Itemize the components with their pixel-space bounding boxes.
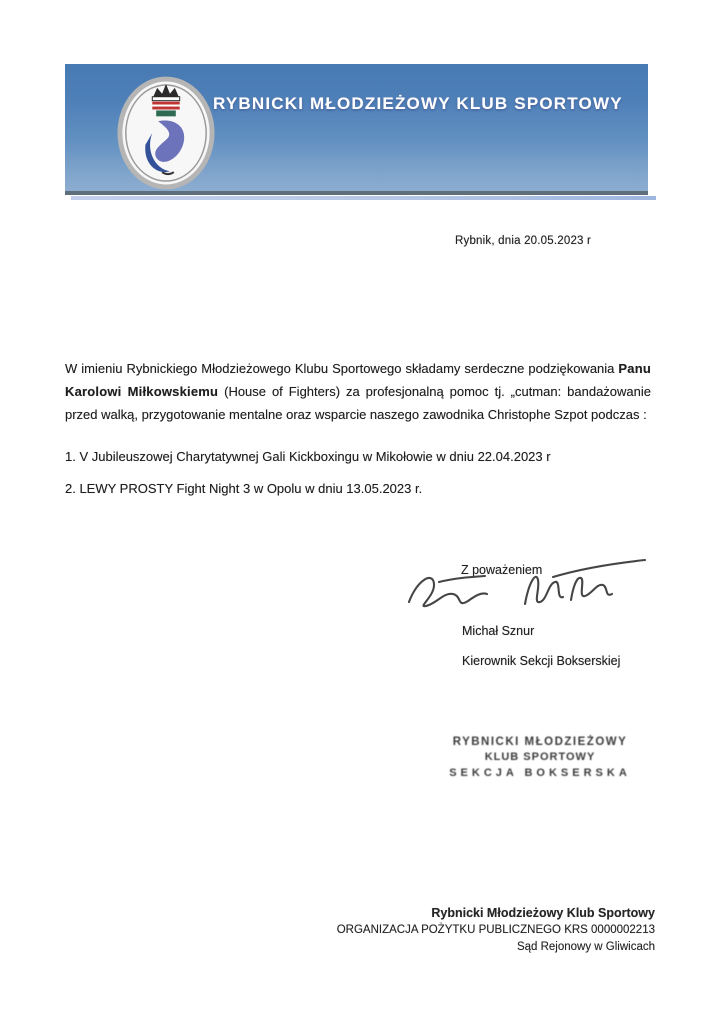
letter-body-paragraph bbox=[65, 357, 651, 426]
event-list-item-1: 1. V Jubileuszowej Charytatywnej Gali Kickboxingu w Mikołowie w dniu 22.04.2023 r bbox=[65, 449, 551, 464]
body-text-suffix: (House of Fighters) za profesjonalną pomoc tj. „cutman: bandażowanie przed walką, przygotowanie mentalne oraz wsparcie naszego zawodnika Christophe Szpot podczas : bbox=[65, 384, 651, 422]
footer-club-name: Rybnicki Młodzieżowy Klub Sportowy bbox=[431, 906, 655, 920]
signer-title: Kierownik Sekcji Bokserskiej bbox=[462, 654, 621, 668]
stamp-line-3: SEKCJA BOKSERSKA bbox=[449, 767, 631, 779]
handwritten-signature-icon bbox=[405, 558, 650, 624]
footer-court: Sąd Rejonowy w Gliwicach bbox=[516, 941, 655, 953]
signer-name: Michał Sznur bbox=[462, 624, 535, 638]
body-text-prefix: W imieniu Rybnickiego Młodzieżowego Klubu Sportowego składamy serdeczne podziękowania bbox=[65, 361, 619, 376]
club-header-banner bbox=[65, 64, 648, 195]
letter-date: Rybnik, dnia 20.05.2023 r bbox=[455, 235, 592, 247]
recipient-name: Panu Karolowi Miłkowskiemu bbox=[65, 361, 651, 399]
letter-footer bbox=[235, 905, 655, 956]
stamp-line-1: RYBNICKI MŁODZIEŻOWY bbox=[452, 736, 628, 748]
closing-phrase: Z poważeniem bbox=[461, 563, 543, 577]
event-list-item-2: 2. LEWY PROSTY Fight Night 3 w Opolu w dniu 13.05.2023 r. bbox=[65, 481, 423, 496]
club-crest-icon bbox=[117, 76, 215, 190]
club-name-title: RYBNICKI MŁODZIEŻOWY KLUB SPORTOWY bbox=[213, 94, 623, 113]
footer-org-krs: ORGANIZACJA POŻYTKU PUBLICZNEGO KRS 0000002213 bbox=[336, 924, 655, 936]
club-stamp bbox=[415, 735, 665, 781]
stamp-line-2: KLUB SPORTOWY bbox=[484, 751, 596, 763]
